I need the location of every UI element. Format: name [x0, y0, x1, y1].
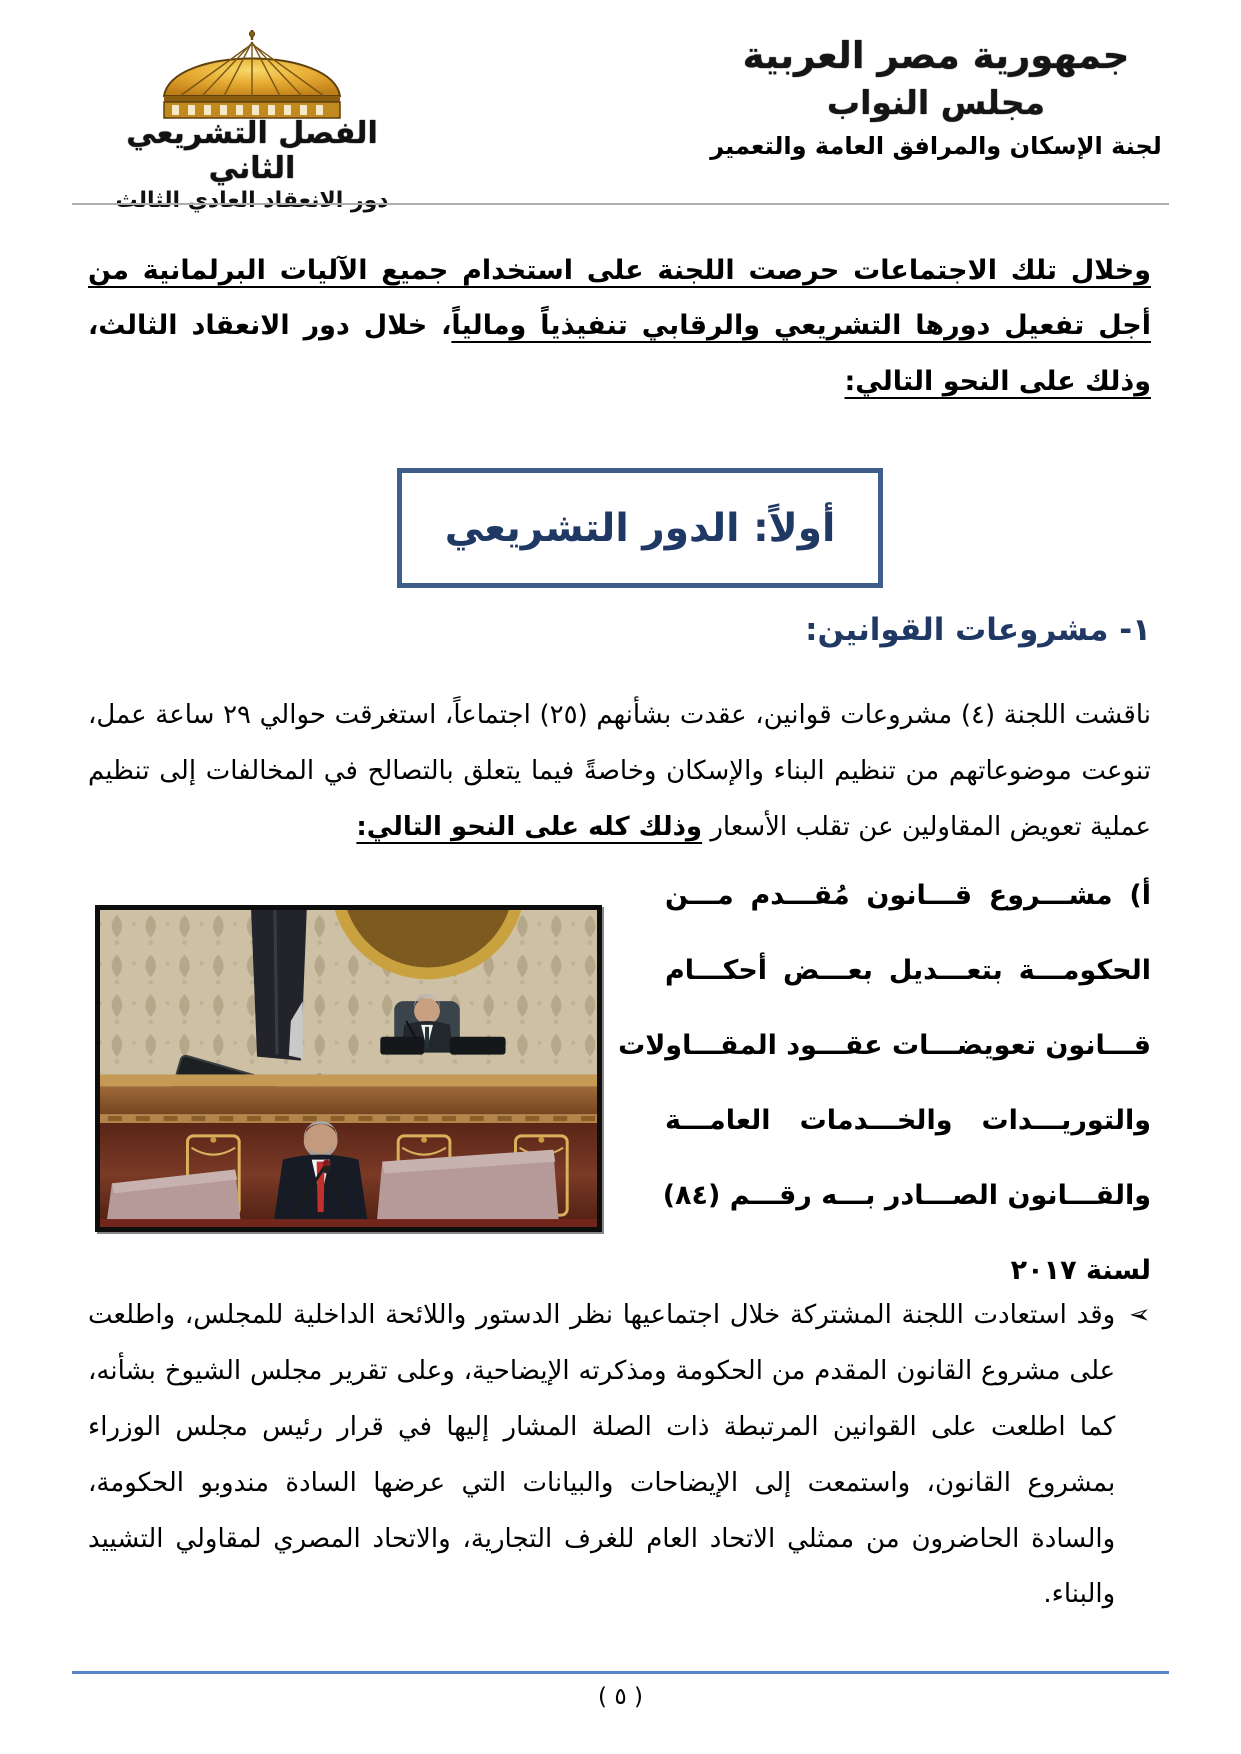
law-line: لسنة ٢٠١٧ [1010, 1255, 1151, 1287]
intro-middle: ، خلال دور الانعقاد الثالث، [88, 310, 452, 342]
law-line: أ) مشـــروع قـــانون مُقـــدم مـــن [665, 880, 1151, 911]
legislative-chapter-label: الفصل التشريعي الثاني [126, 116, 378, 186]
authority-titles [706, 34, 1166, 160]
section-title-box [397, 468, 883, 588]
committee-name: لجنة الإسكان والمرافق العامة والتعمير [710, 132, 1162, 160]
parliament-name: مجلس النواب [826, 83, 1046, 122]
laws-summary-paragraph [88, 688, 1151, 856]
laws-summary-emphasis: وذلك كله على النحو التالي: [356, 811, 703, 842]
page-header [75, 28, 1166, 213]
header-divider [72, 203, 1169, 205]
parliament-dome-icon [144, 28, 360, 120]
parliament-session-photo [95, 905, 602, 1232]
intro-underlined-1: وخلال تلك الاجتماعات حرصت اللجنة على استخدام جميع الآليات البرلمانية من أجل تفعيل دورها التشريعي والرقابي تنفيذياً ومالياً [88, 255, 1152, 342]
section-title: أولاً: الدور التشريعي [444, 505, 836, 551]
page-number: ( ٥ ) [598, 1684, 643, 1710]
laws-summary-text: ناقشت اللجنة (٤) مشروعات قوانين، عقدت بشأنهم (٢٥) اجتماعاً، استغرقت حوالي ٢٩ ساعة عمل، تنوعت موضوعاتهم من تنظيم البناء والإسكان وخاصةً فيما يتعلق بالتصالح في المخالفات إلى تنظيم عملية تعويض المقاولين عن تقلب الأسعار [88, 700, 1151, 842]
law-item-description [618, 858, 1151, 1308]
bullet-item [88, 1288, 1151, 1623]
bullet-item-text: وقد استعادت اللجنة المشتركة خلال اجتماعيها نظر الدستور واللائحة الداخلية للمجلس، واطلعت على مشروع القانون المقدم من الحكومة ومذكرته الإيضاحية، وعلى تقرير مجلس الشيوخ بشأنه، كما اطلعت على القوانين المرتبطة ذات الصلة المشار إليها في قرار رئيس مجلس الوزراء بمشروع القانون، واستمعت إلى الإيضاحات والبيانات التي عرضها السادة مندوبو الحكومة، والسادة الحاضرون من ممثلي الاتحاد العام للغرف التجارية، والاتحاد المصري لمقاولي التشييد والبناء. [88, 1300, 1116, 1610]
footer-divider [72, 1671, 1169, 1674]
law-line: الحكومـــة بتعـــديل بعـــض أحكـــام [665, 955, 1151, 987]
legislative-chapter-logo [87, 28, 417, 213]
intro-underlined-2: وذلك على النحو التالي: [844, 365, 1151, 397]
republic-name: جمهورية مصر العربية [742, 34, 1130, 77]
law-line: قـــانون تعويضـــات عقـــود المقـــاولات [618, 1030, 1151, 1062]
page-footer [72, 1671, 1169, 1710]
arrowhead-bullet-icon: ➢ [1129, 1300, 1151, 1330]
intro-paragraph [88, 243, 1151, 409]
session-label: دور الانعقاد العادي الثالث [115, 188, 389, 213]
law-line: والقـــانون الصـــادر بـــه رقـــم (٨٤) [662, 1180, 1151, 1212]
parliament-photo-illustration [100, 910, 597, 1227]
law-line: والتوريـــدات والخـــدمات العامـــة [665, 1105, 1151, 1137]
subsection-heading: ١- مشروعات القوانين: [805, 612, 1151, 648]
